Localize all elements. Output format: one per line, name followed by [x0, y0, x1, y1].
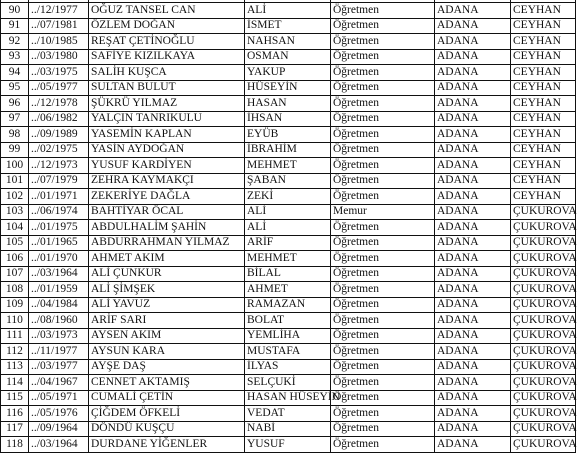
cell-occupation: Öğretmen: [331, 344, 435, 360]
cell-occupation: Öğretmen: [331, 282, 435, 298]
cell-district: ÇUKUROVA: [511, 406, 576, 422]
cell-city: ADANA: [435, 80, 511, 96]
cell-full-name: OĞUZ TANSEL CAN: [89, 3, 245, 19]
cell-occupation: Öğretmen: [331, 235, 435, 251]
cell-row-number: 118: [1, 437, 29, 453]
table-row: [1, 3, 576, 19]
cell-occupation: Öğretmen: [331, 80, 435, 96]
cell-birth-date: ../07/1979: [29, 173, 89, 189]
cell-occupation: Öğretmen: [331, 266, 435, 282]
cell-district: CEYHAN: [511, 173, 576, 189]
cell-birth-date: ../05/1971: [29, 390, 89, 406]
cell-birth-date: ../12/1977: [29, 3, 89, 19]
cell-full-name: AHMET AKIM: [89, 251, 245, 267]
cell-birth-date: ../03/1973: [29, 328, 89, 344]
cell-row-number: 116: [1, 406, 29, 422]
cell-father-name: MUSTAFA: [245, 344, 331, 360]
table-row: [1, 34, 576, 50]
table-row: [1, 189, 576, 205]
cell-birth-date: ../03/1975: [29, 65, 89, 81]
cell-full-name: ALİ ÇUNKUR: [89, 266, 245, 282]
cell-occupation: Öğretmen: [331, 142, 435, 158]
cell-row-number: 95: [1, 80, 29, 96]
cell-father-name: HASAN: [245, 96, 331, 112]
cell-city: ADANA: [435, 390, 511, 406]
cell-city: ADANA: [435, 65, 511, 81]
cell-occupation: Öğretmen: [331, 96, 435, 112]
cell-full-name: AYSEN AKIM: [89, 328, 245, 344]
cell-district: CEYHAN: [511, 127, 576, 143]
cell-district: CEYHAN: [511, 142, 576, 158]
cell-city: ADANA: [435, 49, 511, 65]
cell-row-number: 100: [1, 158, 29, 174]
cell-city: ADANA: [435, 235, 511, 251]
cell-occupation: Öğretmen: [331, 406, 435, 422]
cell-row-number: 103: [1, 204, 29, 220]
cell-father-name: ARİF: [245, 235, 331, 251]
cell-city: ADANA: [435, 328, 511, 344]
cell-district: CEYHAN: [511, 65, 576, 81]
cell-full-name: YASEMİN KAPLAN: [89, 127, 245, 143]
cell-occupation: Öğretmen: [331, 65, 435, 81]
cell-full-name: YASİN AYDOĞAN: [89, 142, 245, 158]
cell-father-name: BOLAT: [245, 313, 331, 329]
cell-row-number: 102: [1, 189, 29, 205]
cell-full-name: SALİH KUŞCA: [89, 65, 245, 81]
cell-row-number: 93: [1, 49, 29, 65]
cell-occupation: Öğretmen: [331, 313, 435, 329]
cell-birth-date: ../04/1967: [29, 375, 89, 391]
cell-full-name: SULTAN BULUT: [89, 80, 245, 96]
cell-full-name: CENNET AKTAMIŞ: [89, 375, 245, 391]
cell-district: ÇUKUROVA: [511, 251, 576, 267]
cell-district: CEYHAN: [511, 18, 576, 34]
cell-district: ÇUKUROVA: [511, 344, 576, 360]
table-row: [1, 266, 576, 282]
table-row: [1, 80, 576, 96]
cell-birth-date: ../08/1960: [29, 313, 89, 329]
cell-city: ADANA: [435, 96, 511, 112]
cell-father-name: İBRAHİM: [245, 142, 331, 158]
cell-father-name: OSMAN: [245, 49, 331, 65]
table-row: [1, 390, 576, 406]
cell-row-number: 106: [1, 251, 29, 267]
table-row: [1, 297, 576, 313]
table-row: [1, 282, 576, 298]
cell-occupation: Öğretmen: [331, 297, 435, 313]
cell-father-name: YEMLİHA: [245, 328, 331, 344]
cell-father-name: YUSUF: [245, 437, 331, 453]
table-row: [1, 65, 576, 81]
cell-row-number: 115: [1, 390, 29, 406]
cell-father-name: ALİ: [245, 3, 331, 19]
table-row: [1, 328, 576, 344]
cell-city: ADANA: [435, 111, 511, 127]
cell-father-name: BİLAL: [245, 266, 331, 282]
cell-row-number: 90: [1, 3, 29, 19]
cell-city: ADANA: [435, 34, 511, 50]
cell-occupation: Öğretmen: [331, 375, 435, 391]
table-row: [1, 251, 576, 267]
cell-city: ADANA: [435, 189, 511, 205]
cell-full-name: ABDURRAHMAN YILMAZ: [89, 235, 245, 251]
table-row: [1, 437, 576, 453]
cell-father-name: EYÜB: [245, 127, 331, 143]
cell-district: ÇUKUROVA: [511, 375, 576, 391]
cell-father-name: ALİ: [245, 220, 331, 236]
cell-father-name: RAMAZAN: [245, 297, 331, 313]
cell-district: ÇUKUROVA: [511, 220, 576, 236]
cell-row-number: 114: [1, 375, 29, 391]
cell-full-name: ABDULHALİM ŞAHİN: [89, 220, 245, 236]
cell-full-name: ALİ ŞİMŞEK: [89, 282, 245, 298]
cell-city: ADANA: [435, 220, 511, 236]
cell-district: CEYHAN: [511, 3, 576, 19]
cell-district: ÇUKUROVA: [511, 235, 576, 251]
table-row: [1, 375, 576, 391]
cell-district: CEYHAN: [511, 96, 576, 112]
cell-occupation: Öğretmen: [331, 437, 435, 453]
cell-father-name: İLYAS: [245, 359, 331, 375]
cell-occupation: Öğretmen: [331, 220, 435, 236]
cell-row-number: 94: [1, 65, 29, 81]
cell-full-name: DÖNDÜ KUŞÇU: [89, 421, 245, 437]
table-row: [1, 421, 576, 437]
cell-district: ÇUKUROVA: [511, 266, 576, 282]
cell-occupation: Öğretmen: [331, 251, 435, 267]
cell-row-number: 111: [1, 328, 29, 344]
cell-district: CEYHAN: [511, 111, 576, 127]
cell-district: ÇUKUROVA: [511, 297, 576, 313]
cell-city: ADANA: [435, 282, 511, 298]
cell-birth-date: ../09/1964: [29, 421, 89, 437]
cell-city: ADANA: [435, 127, 511, 143]
cell-district: ÇUKUROVA: [511, 282, 576, 298]
cell-birth-date: ../09/1989: [29, 127, 89, 143]
cell-birth-date: ../01/1959: [29, 282, 89, 298]
cell-city: ADANA: [435, 406, 511, 422]
table-row: [1, 313, 576, 329]
cell-occupation: Öğretmen: [331, 421, 435, 437]
table-row: [1, 18, 576, 34]
cell-district: ÇUKUROVA: [511, 313, 576, 329]
cell-birth-date: ../11/1977: [29, 344, 89, 360]
table-row: [1, 344, 576, 360]
cell-district: ÇUKUROVA: [511, 390, 576, 406]
cell-full-name: ARİF SARI: [89, 313, 245, 329]
cell-district: ÇUKUROVA: [511, 421, 576, 437]
cell-row-number: 113: [1, 359, 29, 375]
cell-birth-date: ../03/1980: [29, 49, 89, 65]
cell-father-name: MEHMET: [245, 251, 331, 267]
table-row: [1, 204, 576, 220]
cell-row-number: 92: [1, 34, 29, 50]
cell-full-name: ŞÜKRÜ YILMAZ: [89, 96, 245, 112]
cell-city: ADANA: [435, 344, 511, 360]
cell-row-number: 96: [1, 96, 29, 112]
table-row: [1, 235, 576, 251]
cell-birth-date: ../12/1978: [29, 96, 89, 112]
cell-birth-date: ../04/1984: [29, 297, 89, 313]
cell-full-name: YUSUF KARDİYEN: [89, 158, 245, 174]
cell-district: CEYHAN: [511, 34, 576, 50]
cell-father-name: HÜSEYİN: [245, 80, 331, 96]
table-row: [1, 142, 576, 158]
cell-city: ADANA: [435, 375, 511, 391]
cell-occupation: Memur: [331, 204, 435, 220]
cell-father-name: ŞABAN: [245, 173, 331, 189]
cell-city: ADANA: [435, 359, 511, 375]
cell-birth-date: ../10/1985: [29, 34, 89, 50]
cell-full-name: AYSUN KARA: [89, 344, 245, 360]
table-row: [1, 127, 576, 143]
cell-occupation: Öğretmen: [331, 3, 435, 19]
cell-father-name: NABİ: [245, 421, 331, 437]
cell-row-number: 101: [1, 173, 29, 189]
cell-father-name: VEDAT: [245, 406, 331, 422]
cell-district: CEYHAN: [511, 189, 576, 205]
cell-row-number: 109: [1, 297, 29, 313]
cell-city: ADANA: [435, 18, 511, 34]
cell-birth-date: ../01/1965: [29, 235, 89, 251]
cell-full-name: YALÇIN TANRIKULU: [89, 111, 245, 127]
cell-occupation: Öğretmen: [331, 127, 435, 143]
cell-occupation: Öğretmen: [331, 111, 435, 127]
cell-full-name: ZEHRA KAYMAKÇI: [89, 173, 245, 189]
cell-row-number: 104: [1, 220, 29, 236]
cell-occupation: Öğretmen: [331, 158, 435, 174]
cell-full-name: DURDANE YİĞENLER: [89, 437, 245, 453]
cell-birth-date: ../01/1971: [29, 189, 89, 205]
table-row: [1, 359, 576, 375]
cell-city: ADANA: [435, 421, 511, 437]
cell-occupation: Öğretmen: [331, 390, 435, 406]
cell-district: CEYHAN: [511, 158, 576, 174]
cell-birth-date: ../05/1976: [29, 406, 89, 422]
cell-city: ADANA: [435, 173, 511, 189]
cell-full-name: REŞAT ÇETİNOĞLU: [89, 34, 245, 50]
cell-father-name: İSMET: [245, 18, 331, 34]
cell-father-name: AHMET: [245, 282, 331, 298]
cell-row-number: 97: [1, 111, 29, 127]
cell-father-name: YAKUP: [245, 65, 331, 81]
cell-full-name: CUMALİ ÇETİN: [89, 390, 245, 406]
cell-birth-date: ../12/1973: [29, 158, 89, 174]
cell-row-number: 105: [1, 235, 29, 251]
cell-birth-date: ../01/1970: [29, 251, 89, 267]
cell-city: ADANA: [435, 251, 511, 267]
cell-occupation: Öğretmen: [331, 173, 435, 189]
table-body: [1, 0, 576, 452]
cell-occupation: Öğretmen: [331, 18, 435, 34]
table-row: [1, 49, 576, 65]
cell-father-name: NAHSAN: [245, 34, 331, 50]
cell-full-name: ÇİĞDEM ÖFKELİ: [89, 406, 245, 422]
cell-birth-date: ../03/1964: [29, 266, 89, 282]
cell-full-name: ÖZLEM DOĞAN: [89, 18, 245, 34]
cell-row-number: 112: [1, 344, 29, 360]
cell-city: ADANA: [435, 158, 511, 174]
cell-district: ÇUKUROVA: [511, 328, 576, 344]
cell-father-name: SELÇUKİ: [245, 375, 331, 391]
cell-father-name: ALİ: [245, 204, 331, 220]
cell-city: ADANA: [435, 204, 511, 220]
cell-row-number: 99: [1, 142, 29, 158]
cell-birth-date: ../03/1964: [29, 437, 89, 453]
cell-birth-date: ../07/1981: [29, 18, 89, 34]
table-row: [1, 111, 576, 127]
cell-city: ADANA: [435, 142, 511, 158]
cell-row-number: 107: [1, 266, 29, 282]
cell-full-name: AYŞE DAŞ: [89, 359, 245, 375]
cell-occupation: Öğretmen: [331, 34, 435, 50]
cell-full-name: ALİ YAVUZ: [89, 297, 245, 313]
cell-district: ÇUKUROVA: [511, 437, 576, 453]
cell-row-number: 110: [1, 313, 29, 329]
cell-occupation: Öğretmen: [331, 359, 435, 375]
cell-occupation: Öğretmen: [331, 49, 435, 65]
cell-father-name: HASAN HÜSEYİN: [245, 390, 331, 406]
cell-row-number: 98: [1, 127, 29, 143]
cell-district: ÇUKUROVA: [511, 204, 576, 220]
cell-district: ÇUKUROVA: [511, 359, 576, 375]
table-row: [1, 220, 576, 236]
cell-birth-date: ../01/1975: [29, 220, 89, 236]
table-row: [1, 96, 576, 112]
cell-full-name: BAHTİYAR ÖCAL: [89, 204, 245, 220]
cell-city: ADANA: [435, 437, 511, 453]
cell-row-number: 117: [1, 421, 29, 437]
cell-city: ADANA: [435, 3, 511, 19]
cell-district: CEYHAN: [511, 80, 576, 96]
cell-birth-date: ../02/1975: [29, 142, 89, 158]
cell-father-name: ZEKİ: [245, 189, 331, 205]
cell-occupation: Öğretmen: [331, 328, 435, 344]
cell-father-name: MEHMET: [245, 158, 331, 174]
cell-father-name: İHSAN: [245, 111, 331, 127]
table-row: [1, 173, 576, 189]
cell-full-name: SAFİYE KIZILKAYA: [89, 49, 245, 65]
cell-city: ADANA: [435, 266, 511, 282]
cell-birth-date: ../05/1977: [29, 80, 89, 96]
cell-city: ADANA: [435, 313, 511, 329]
cell-full-name: ZEKERİYE DAĞLA: [89, 189, 245, 205]
cell-birth-date: ../06/1974: [29, 204, 89, 220]
table-row: [1, 158, 576, 174]
cell-birth-date: ../03/1977: [29, 359, 89, 375]
cell-occupation: Öğretmen: [331, 189, 435, 205]
cell-row-number: 108: [1, 282, 29, 298]
cell-city: ADANA: [435, 297, 511, 313]
cell-row-number: 91: [1, 18, 29, 34]
cell-district: CEYHAN: [511, 49, 576, 65]
table-row: [1, 406, 576, 422]
cell-birth-date: ../06/1982: [29, 111, 89, 127]
